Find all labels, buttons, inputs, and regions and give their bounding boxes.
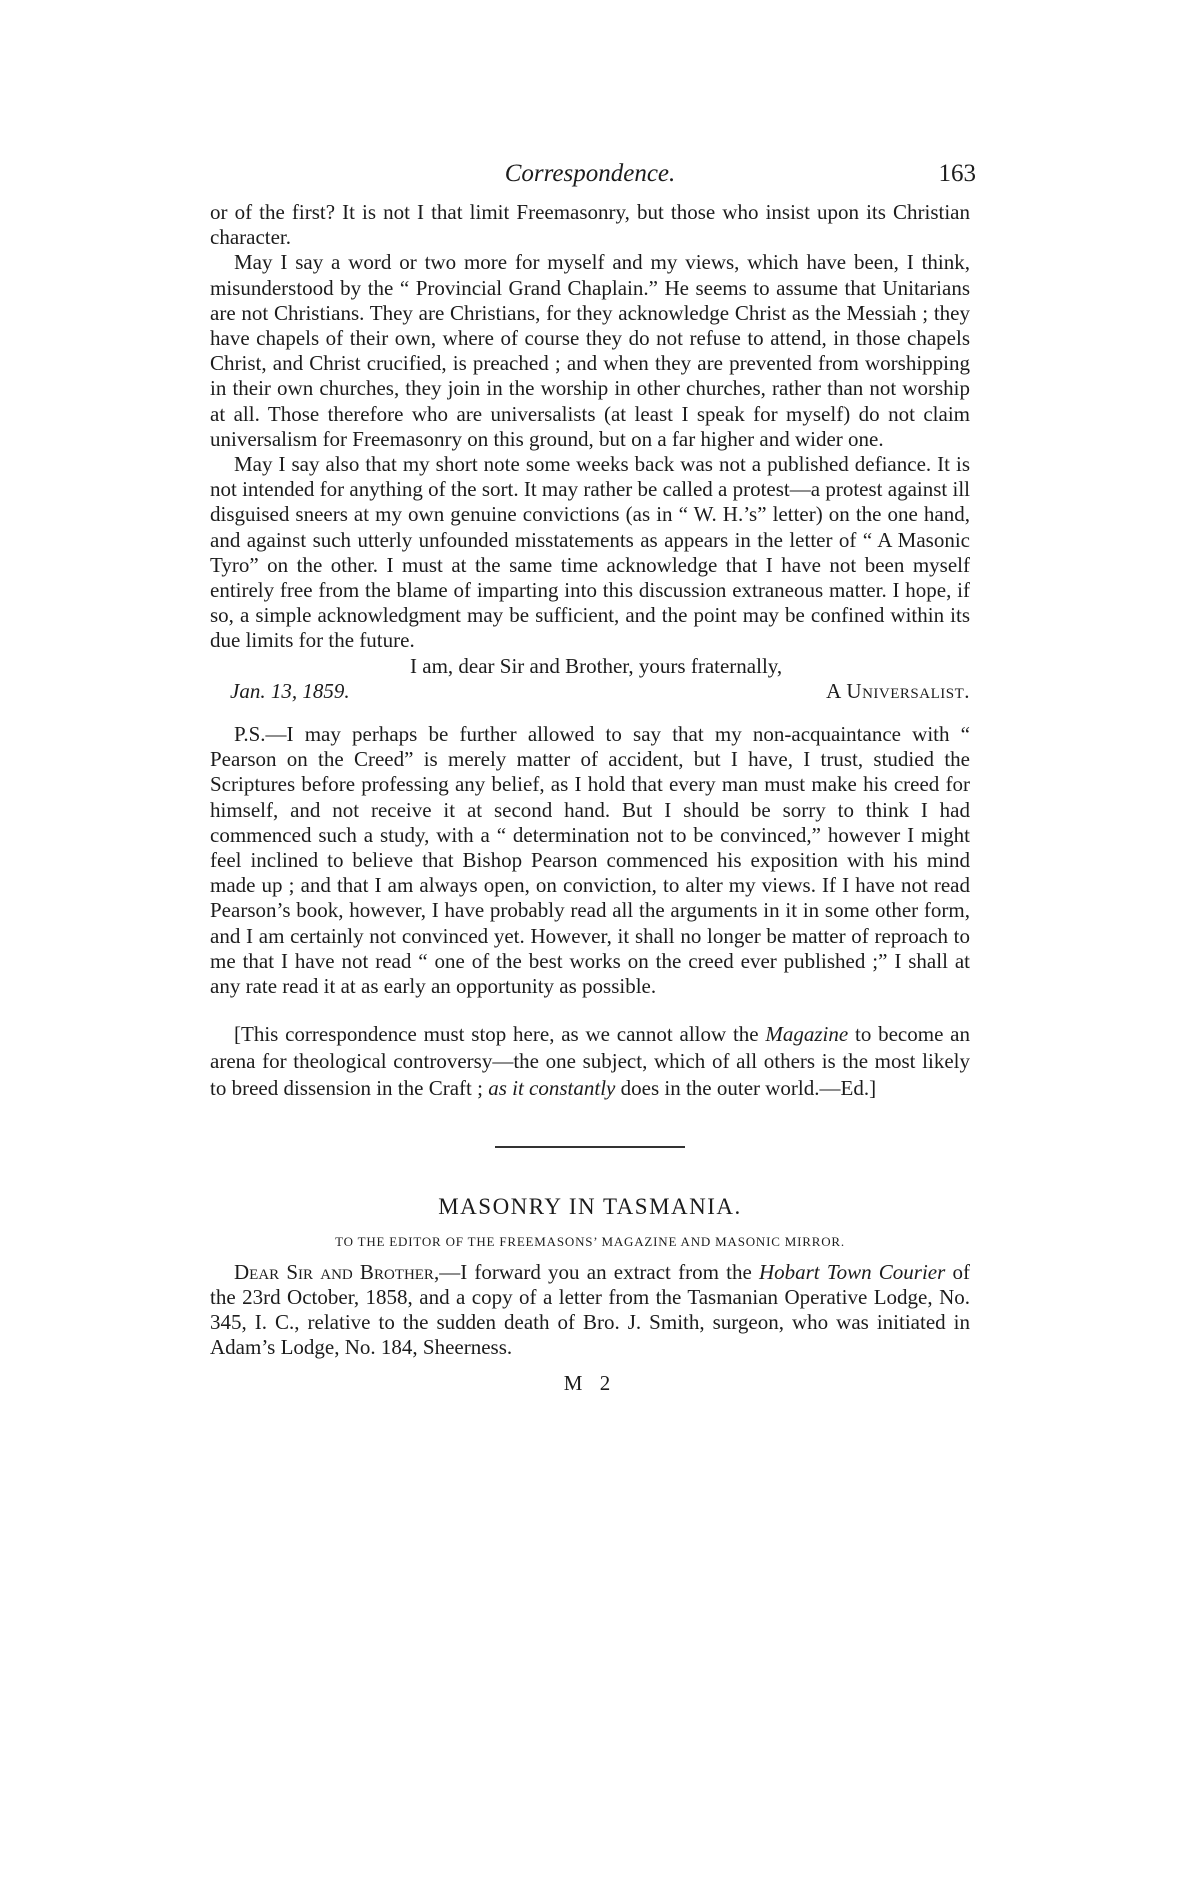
letter-date: Jan. 13, 1859.	[230, 678, 350, 703]
postscript: P.S.—I may perhaps be further allowed to say that my non-acquaintance with “ Pearson on the Creed” is merely matter of accident, but I have, I trust, studied the Scriptures before professing any belief, as I hold that every man must make his creed for himself, and not receive it at second hand. But I should be sorry to think I had commenced such a study, with a “ determination not to be convinced,” however I might feel inclined to believe that Bishop Pearson commenced his exposition with his mind made up ; and that I am always open, on conviction, to alter my views. If I have not read Pearson’s book, however, I have probably read all the arguments in it in some other form, and I am certainly not convinced yet. However, it shall no longer be matter of reproach to me that I have not read “ one of the best works on the creed ever published ;” I shall at any rate read it at as early an opportunity as possible.	[210, 722, 970, 999]
tasmania-paragraph	[210, 1260, 970, 1361]
signature-mark: M 2	[563, 1370, 617, 1395]
paragraph-protest: May I say also that my short note some weeks back was not a published defiance. It is not intended for anything of the sort. It may rather be called a protest—a protest against ill disguised sneers at my own genuine convictions (as in “ W. H.’s” letter) on the one hand, and against such utterly unfounded misstatements as appears in the letter of “ A Masonic Tyro” on the other. I must at the same time acknowledge that I have not been myself entirely free from the blame of imparting into this discussion extraneous matter. I hope, if so, a simple acknowledgment may be sufficient, and the point may be confined within its due limits for the future.	[210, 452, 970, 653]
editor-note-text-2: to become an arena for theological controversy—the one subject, which of all others is the most likely to breed dissension in the Craft ;	[210, 1022, 971, 1101]
page	[210, 160, 976, 1396]
editor-note-italic: as it constantly	[488, 1076, 616, 1101]
page-number: 163	[938, 160, 976, 187]
newspaper-title: Hobart Town Courier	[758, 1259, 946, 1284]
salutation: Dear Sir and Brother,	[234, 1259, 440, 1284]
editor-note-text-3: does in the outer world.—Ed.]	[615, 1076, 877, 1101]
running-title: Correspondence.	[504, 160, 676, 187]
editor-note-text-1: [This correspondence must stop here, as we cannot allow the	[234, 1022, 766, 1047]
section-title: MASONRY IN TASMANIA.	[438, 1193, 742, 1219]
letter-address: TO THE EDITOR OF THE FREEMASONS’ MAGAZINE AND MASONIC MIRROR.	[335, 1233, 845, 1249]
tasmania-text-1: —I forward you an extract from the	[439, 1259, 759, 1284]
tasmania-text-2: of the 23rd October, 1858, and a copy of a letter from the Tasmanian Operative Lodge, No. 345, I. C., relative to the sudden death of Bro. J. Smith, surgeon, who was initiated in Adam’s Lodge, No. 184, Sheerness.	[210, 1259, 971, 1360]
paragraph-continued: or of the first? It is not I that limit Freemasonry, but those who insist upon its Christian character.	[210, 200, 970, 250]
letter-signature: A Universalist.	[826, 678, 970, 703]
letter-closing: I am, dear Sir and Brother, yours fraternally,	[410, 653, 783, 678]
signature-row	[210, 679, 970, 704]
spacer	[210, 999, 970, 1017]
section-divider	[495, 1146, 685, 1148]
running-head	[210, 160, 976, 200]
editor-note-magazine: Magazine	[765, 1022, 849, 1047]
editor-note	[210, 1021, 970, 1102]
paragraph-unitarians: May I say a word or two more for myself and my views, which have been, I think, misunderstood by the “ Provincial Grand Chaplain.” He seems to assume that Unitarians are not Christians. They are Christians, for they acknowledge Christ as the Messiah ; they have chapels of their own, where of course they do not refuse to attend, in those chapels Christ, and Christ crucified, is preached ; and when they are prevented from worshipping in their own churches, they join in the worship in other churches, rather than not worship at all. Those therefore who are universalists (at least I speak for myself) do not claim universalism for Freemasonry on this ground, but on a far higher and wider one.	[210, 250, 970, 451]
